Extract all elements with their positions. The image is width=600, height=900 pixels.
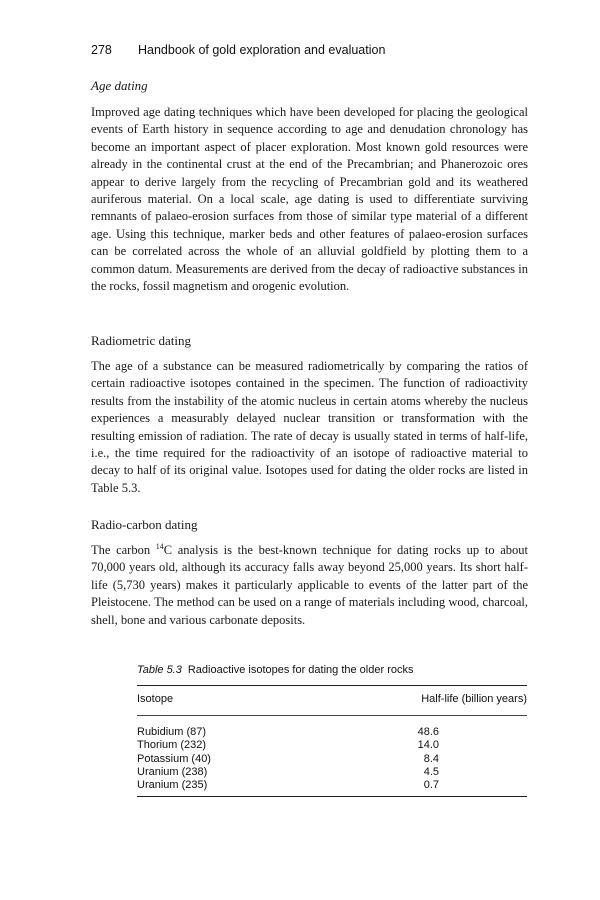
- half-life-cell: 14.0: [417, 739, 439, 752]
- isotope-cell: Potassium (40): [137, 752, 211, 765]
- running-head: [91, 43, 385, 57]
- column-header-isotope: Isotope: [137, 693, 174, 705]
- paragraph-age-dating: Improved age dating techniques which have been developed for placing the geological events of Earth history in sequence according to age and denudation chronology has become an important aspect of placer exploration. Most known gold resources were already in the continental crust at the end of the Precambrian; and Phanerozoic ores appear to derive largely from the recycling of Precambrian gold and its weathered auriferous material. On a local scale, age dating is used to differentiate surviving remnants of palaeo-erosion surfaces from those of similar type material of a different age. Using this technique, marker beds and other features of palaeo-erosion surfaces can be correlated across the whole of an alluvial goldfield by plotting them to a common datum. Measurements are derived from the decay of radioactive substances in the rocks, fossil magnetism and orogenic evolution.: [91, 105, 528, 294]
- table-label: Table 5.3: [137, 664, 182, 676]
- table-row: [137, 779, 527, 792]
- radiocarbon-text-prefix: The carbon: [91, 543, 156, 557]
- isotope-table: [137, 664, 527, 797]
- paragraph-radiocarbon: [91, 542, 528, 629]
- isotope-cell: Uranium (238): [137, 765, 208, 778]
- book-title: Handbook of gold exploration and evaluation: [138, 43, 386, 57]
- carbon-isotope-superscript: 14: [155, 542, 164, 551]
- table-row: [137, 766, 527, 779]
- table-row: [137, 753, 527, 766]
- table-row: [137, 739, 527, 752]
- half-life-cell: 8.4: [423, 752, 439, 765]
- table-body: [137, 716, 527, 796]
- half-life-cell: 4.5: [423, 765, 439, 778]
- section-heading-age-dating: Age dating: [91, 78, 148, 93]
- isotope-cell: Thorium (232): [137, 739, 207, 752]
- radiocarbon-text-rest: C analysis is the best-known technique for dating rocks up to about 70,000 years old, although its accuracy falls away beyond 25,000 years. Its short half-life (5,730 years) makes it particularly applicable to events of the latter part of the Pleistocene. The method can be used on a range of materials including wood, charcoal, shell, bone and various carbonate deposits.: [91, 543, 528, 627]
- table-caption: [137, 664, 527, 676]
- table-caption-text: Radioactive isotopes for dating the older rocks: [187, 664, 414, 676]
- table-header-row: [137, 686, 527, 715]
- half-life-cell: 0.7: [423, 779, 439, 792]
- isotope-cell: Rubidium (87): [137, 726, 207, 738]
- table-bottom-rule: [137, 796, 527, 797]
- column-header-half-life: Half-life (billion years): [421, 693, 527, 705]
- half-life-cell: 48.6: [417, 726, 439, 738]
- paragraph-radiometric: The age of a substance can be measured radiometrically by comparing the ratios of certain radioactive isotopes contained in the specimen. The function of radioactivity results from the instability of the atomic nucleus in certain atoms whereby the nucleus experiences a measurably delayed nuclear transition or transformation with the resulting emission of radiation. The rate of decay is usually stated in terms of half-life, i.e., the time required for the radioactivity of an isotope of radioactive material to decay to half of its original value. Isotopes used for dating the older rocks are listed in Table 5.3.: [91, 359, 528, 495]
- isotope-cell: Uranium (235): [137, 779, 208, 792]
- section-heading-radiocarbon: Radio-carbon dating: [91, 517, 198, 532]
- section-heading-radiometric: Radiometric dating: [91, 333, 192, 348]
- table-row: [137, 726, 527, 739]
- page-number: 278: [91, 43, 112, 57]
